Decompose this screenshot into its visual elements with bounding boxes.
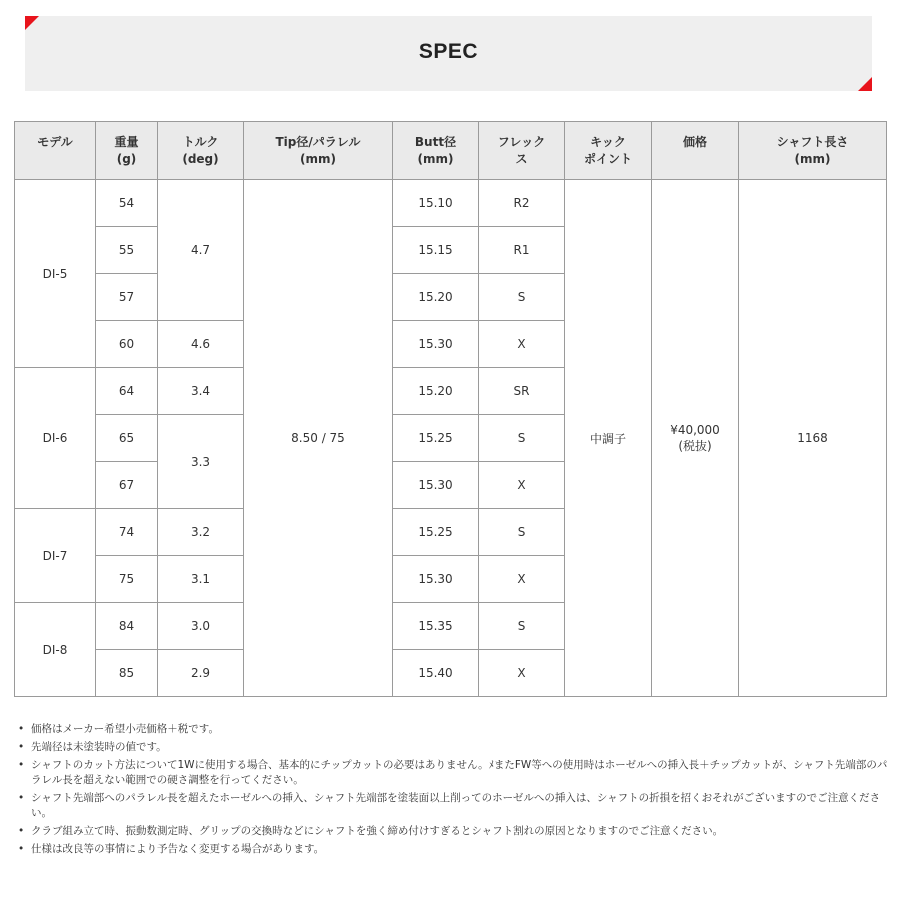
spec-banner	[25, 16, 872, 91]
butt-cell: 15.35	[393, 603, 479, 650]
note-text: クラブ組み立て時、振動数測定時、グリップの交換時などにシャフトを強く締め付けすぎるとシャフト割れの原因となりますのでご注意ください。	[31, 825, 724, 837]
torque-cell: 3.1	[158, 556, 244, 603]
note-item	[18, 758, 888, 788]
flex-cell: SR	[479, 368, 565, 415]
flex-cell: X	[479, 556, 565, 603]
weight-cell: 60	[96, 321, 158, 368]
note-text: シャフト先端部へのパラレル長を超えたホーゼルへの挿入、シャフト先端部を塗装面以上削ってのホーゼルへの挿入は、シャフトの折損を招くおそれがございますのでご注意ください。	[31, 792, 881, 819]
model-cell: DI-6	[15, 368, 96, 509]
torque-cell: 4.6	[158, 321, 244, 368]
flex-cell: R2	[479, 180, 565, 227]
header-price: 価格	[652, 122, 739, 180]
header-weight: 重量 (g)	[96, 122, 158, 180]
flex-cell: S	[479, 603, 565, 650]
torque-cell: 3.4	[158, 368, 244, 415]
bullet-icon: •	[18, 843, 25, 855]
torque-cell: 3.0	[158, 603, 244, 650]
note-text: 先端径は未塗装時の値です。	[31, 741, 167, 753]
butt-cell: 15.20	[393, 368, 479, 415]
note-item	[18, 842, 888, 857]
bullet-icon: •	[18, 792, 25, 804]
header-flex: フレック ス	[479, 122, 565, 180]
note-text: 価格はメーカー希望小売価格＋税です。	[31, 723, 219, 735]
note-item	[18, 824, 888, 839]
note-text: シャフトのカット方法について1Wに使用する場合、基本的にチップカットの必要はありません。ﾒまたFW等への使用時はホーゼルへの挿入長＋チップカットが、シャフト先端部のパラレル長を超えない範囲での硬さ調整を行ってください。	[31, 759, 888, 786]
butt-cell: 15.20	[393, 274, 479, 321]
note-text: 仕様は改良等の事情により予告なく変更する場合があります。	[31, 843, 325, 855]
weight-cell: 84	[96, 603, 158, 650]
weight-cell: 65	[96, 415, 158, 462]
model-cell: DI-8	[15, 603, 96, 697]
note-item	[18, 722, 888, 737]
bullet-icon: •	[18, 825, 25, 837]
bullet-icon: •	[18, 759, 25, 771]
corner-accent-top-left	[25, 16, 39, 30]
flex-cell: S	[479, 274, 565, 321]
bullet-icon: •	[18, 741, 25, 753]
flex-cell: R1	[479, 227, 565, 274]
weight-cell: 85	[96, 650, 158, 697]
weight-cell: 64	[96, 368, 158, 415]
butt-cell: 15.25	[393, 415, 479, 462]
weight-cell: 55	[96, 227, 158, 274]
butt-cell: 15.30	[393, 321, 479, 368]
weight-cell: 74	[96, 509, 158, 556]
header-kick: キック ポイント	[565, 122, 652, 180]
bullet-icon: •	[18, 723, 25, 735]
header-length: シャフト長さ (mm)	[739, 122, 887, 180]
torque-cell: 3.2	[158, 509, 244, 556]
butt-cell: 15.15	[393, 227, 479, 274]
flex-cell: S	[479, 415, 565, 462]
price-cell: ¥40,000 (税抜)	[652, 180, 739, 697]
weight-cell: 54	[96, 180, 158, 227]
notes-list	[18, 722, 888, 860]
butt-cell: 15.30	[393, 462, 479, 509]
model-cell: DI-5	[15, 180, 96, 368]
length-cell: 1168	[739, 180, 887, 697]
weight-cell: 67	[96, 462, 158, 509]
page-title: SPEC	[418, 40, 479, 63]
butt-cell: 15.25	[393, 509, 479, 556]
table-header-row	[15, 122, 887, 180]
kick-point-cell: 中調子	[565, 180, 652, 697]
header-butt: Butt径 (mm)	[393, 122, 479, 180]
torque-cell: 2.9	[158, 650, 244, 697]
weight-cell: 57	[96, 274, 158, 321]
weight-cell: 75	[96, 556, 158, 603]
corner-accent-bottom-right	[858, 77, 872, 91]
flex-cell: X	[479, 462, 565, 509]
butt-cell: 15.40	[393, 650, 479, 697]
header-tip: Tip径/パラレル (mm)	[244, 122, 393, 180]
torque-cell: 3.3	[158, 415, 244, 509]
torque-cell: 4.7	[158, 180, 244, 321]
note-item	[18, 740, 888, 755]
header-torque: トルク (deg)	[158, 122, 244, 180]
note-item	[18, 791, 888, 821]
spec-table	[14, 121, 887, 697]
butt-cell: 15.10	[393, 180, 479, 227]
flex-cell: S	[479, 509, 565, 556]
butt-cell: 15.30	[393, 556, 479, 603]
header-model: モデル	[15, 122, 96, 180]
flex-cell: X	[479, 321, 565, 368]
tip-cell: 8.50 / 75	[244, 180, 393, 697]
model-cell: DI-7	[15, 509, 96, 603]
table-row	[15, 180, 887, 227]
flex-cell: X	[479, 650, 565, 697]
